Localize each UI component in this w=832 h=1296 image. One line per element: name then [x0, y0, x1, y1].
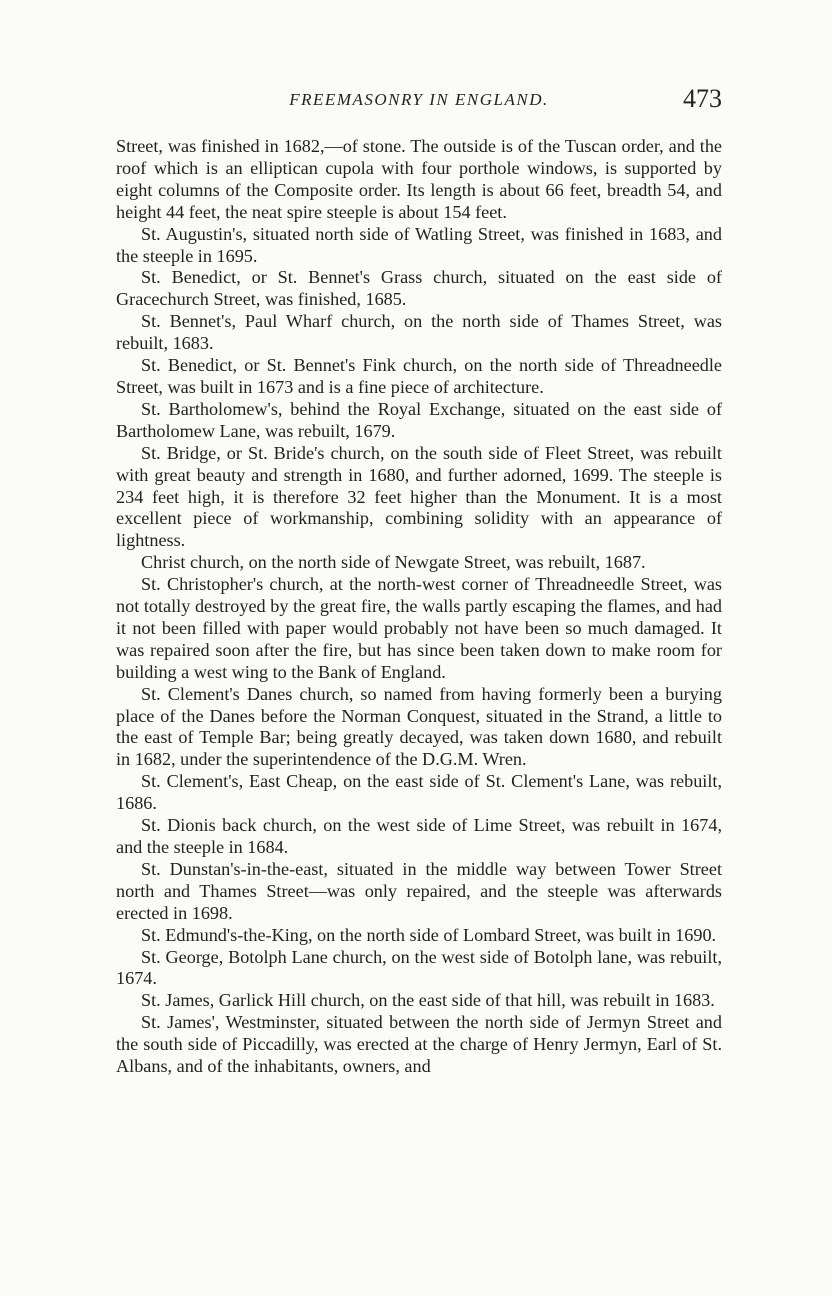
paragraph: St. James, Garlick Hill church, on the east side of that hill, was rebuilt in 1683. [141, 990, 715, 1011]
paragraph: St. Benedict, or St. Bennet's Grass church, situated on the east side of Gracechurch Street, was finished, 1685. [116, 267, 722, 310]
paragraph: St. Dionis back church, on the west side of Lime Street, was rebuilt in 1674, and the steeple in 1684. [116, 815, 722, 857]
paragraph: St. James', Westminster, situated between the north side of Jermyn Street and the south side of Piccadilly, was erected at the charge of Henry Jermyn, Earl of St. Albans, and of the inhabitants, owners, and [116, 1012, 722, 1077]
paragraph: St. Bartholomew's, behind the Royal Exchange, situated on the east side of Bartholomew Lane, was rebuilt, 1679. [116, 398, 722, 441]
paragraph: Street, was finished in 1682,—of stone. The outside is of the Tuscan order, and the roof which is an elliptican cupola with four porthole windows, is supported by eight columns of the Composite order. Its length is about 66 feet, breadth 54, and height 44 feet, the neat spire steeple is about 154 feet. [116, 136, 722, 222]
paragraph: St. Augustin's, situated north side of Watling Street, was finished in 1683, and the steeple in 1695. [116, 223, 722, 266]
paragraph: St. Clement's Danes church, so named from having formerly been a burying place of the Danes before the Norman Conquest, situated in the Strand, a little to the east of Temple Bar; being greatly decayed, was taken down 1680, and rebuilt in 1682, under the superintendence of the D.G.M. Wren. [116, 683, 722, 770]
paragraph: St. Clement's, East Cheap, on the east side of St. Clement's Lane, was rebuilt, 1686. [116, 771, 722, 814]
running-title: FREEMASONRY IN ENGLAND. [289, 90, 549, 109]
paragraph: St. Christopher's church, at the north-west corner of Threadneedle Street, was not totally destroyed by the great fire, the walls partly escaping the flames, and had it not been filled with paper would probably not have been so much damaged. It was repaired soon after the fire, but has since been taken down to make room for building a west wing to the Bank of England. [116, 574, 722, 682]
paragraph: St. Bennet's, Paul Wharf church, on the north side of Thames Street, was rebuilt, 1683. [116, 311, 722, 354]
paragraph: St. Edmund's-the-King, on the north side of Lombard Street, was built in 1690. [141, 924, 717, 945]
paragraph: St. Bridge, or St. Bride's church, on the south side of Fleet Street, was rebuilt with great beauty and strength in 1680, and further adorned, 1699. The steeple is 234 feet high, it is therefore 32 feet higher than the Monument. It is a most excellent piece of workmanship, combining solidity with an appearance of lightness. [116, 442, 722, 551]
paragraph: Christ church, on the north side of Newgate Street, was rebuilt, 1687. [141, 552, 646, 573]
paragraph: St. Dunstan's-in-the-east, situated in the middle way between Tower Street north and Thames Street—was only repaired, and the steeple was afterwards erected in 1698. [116, 858, 722, 923]
paragraph: St. Benedict, or St. Bennet's Fink church, on the north side of Threadneedle Street, was built in 1673 and is a fine piece of architecture. [116, 355, 722, 397]
body-text [116, 136, 722, 1078]
page-number: 473 [683, 84, 722, 113]
running-head [116, 84, 722, 114]
paragraph: St. George, Botolph Lane church, on the west side of Botolph lane, was rebuilt, 1674. [116, 946, 722, 989]
